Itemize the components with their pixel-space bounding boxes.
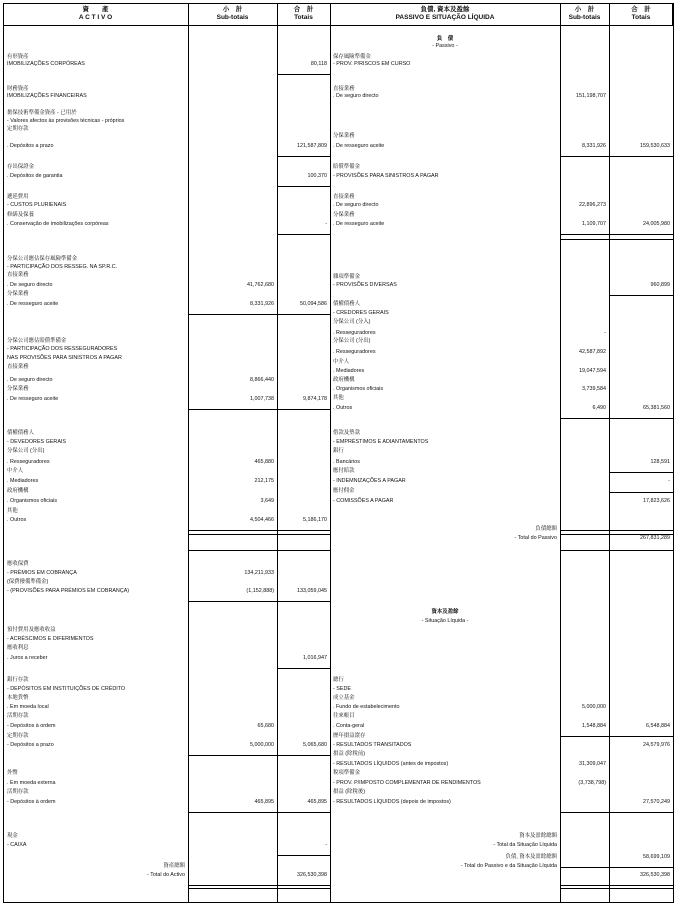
label-cell: 活期存款 <box>7 713 29 719</box>
balance-sheet-table <box>3 3 674 905</box>
label-cell: 分保業務 <box>7 291 29 297</box>
label-cell: 外幣 <box>7 770 18 776</box>
amount-cell: 65,680 <box>257 723 274 729</box>
header-liabilities-zh: 負債, 資本及盈餘 <box>420 6 470 13</box>
amount-cell: 1,007,738 <box>250 396 274 402</box>
label-cell: 定期存款 <box>7 126 29 132</box>
label-cell: 預付費用及應收收益 <box>7 627 56 633</box>
amount-cell: 9,874,178 <box>303 396 327 402</box>
amount-cell: 159,530,633 <box>640 143 670 149</box>
label-cell: - DEVEDORES GERAIS <box>7 439 67 445</box>
header-assets-zh: 資 產 <box>82 6 109 13</box>
label-cell: 保存風險準備金 <box>333 54 371 60</box>
label-cell: 稅項準備金 <box>333 770 360 776</box>
label-cell: 債權債務人 <box>333 301 360 307</box>
label-cell: 其他 <box>333 395 344 401</box>
rule <box>188 550 330 551</box>
label-cell: IMOBILIZAÇÕES FINANCEIRAS <box>7 93 87 99</box>
label-cell: . Outros <box>333 405 353 411</box>
label-cell: - Depósitos a prazo <box>7 742 54 748</box>
label-cell: - RESULTADOS LÍQUIDOS (antes de impostos) <box>333 761 449 767</box>
label-cell: 負債總額 <box>535 526 557 532</box>
label-cell: (保費撥備準備金) <box>7 579 49 585</box>
label-cell: . De resseguro aceite <box>7 396 59 402</box>
label-cell: 直接業務 <box>333 86 355 92</box>
label-cell: 負 債 <box>436 36 454 42</box>
label-cell: . Outros <box>7 517 27 523</box>
amount-cell: 151,198,707 <box>576 93 606 99</box>
rule <box>188 534 330 535</box>
label-cell: . Em moeda local <box>7 704 49 710</box>
label-cell: . Resseguradores <box>333 349 376 355</box>
label-cell: - (PROVISÕES PARA PRÉMIOS EM COBRANÇA) <box>7 588 130 594</box>
label-cell: 損益 (除稅後) <box>333 789 366 795</box>
amount-cell: 5,000,000 <box>582 704 606 710</box>
label-cell: . Fundo de estabelecimento <box>333 704 400 710</box>
header-totals-zh: 合 計 <box>293 6 314 13</box>
amount-cell: 326,530,398 <box>297 872 327 878</box>
label-cell: - Depósitos à ordem <box>7 723 56 729</box>
amount-cell: 6,548,884 <box>646 723 670 729</box>
label-cell: - Total da Situação Líquida <box>493 842 557 848</box>
amount-cell: 134,211,933 <box>244 570 274 576</box>
amount-cell: 121,587,809 <box>297 143 327 149</box>
label-cell: 應付賠款 <box>333 468 355 474</box>
amount-cell: 17,823,626 <box>643 498 670 504</box>
label-cell: 應收保費 <box>7 561 29 567</box>
amount-cell: 58,699,109 <box>643 854 670 860</box>
amount-cell: 1,548,884 <box>582 723 606 729</box>
amount-cell: 5,000,000 <box>250 742 274 748</box>
label-cell: 直接業務 <box>7 272 29 278</box>
amount-cell: 326,530,398 <box>640 872 670 878</box>
header-liabilities-pt: PASSIVO E SITUAÇÃO LÍQUIDA <box>395 14 495 21</box>
amount-cell: 465,895 <box>254 799 274 805</box>
label-cell: 活期存款 <box>7 789 29 795</box>
amount-cell: 3,739,584 <box>582 386 606 392</box>
rule <box>277 855 330 856</box>
label-cell: 遞延費用 <box>7 194 29 200</box>
header-subtotals-right-zh: 小 計 <box>574 6 595 13</box>
label-cell: . Mediadores <box>7 478 39 484</box>
rule <box>609 472 673 473</box>
label-cell: 歷年損益滾存 <box>333 733 366 739</box>
amount-cell: 133,059,045 <box>297 588 327 594</box>
rule <box>188 885 330 886</box>
label-cell: 資本及盈餘 <box>431 609 459 615</box>
amount-cell: 42,587,892 <box>579 349 606 355</box>
rule <box>560 736 673 737</box>
header-subtotals-zh: 小 計 <box>222 6 243 13</box>
label-cell: - Total do Passivo <box>514 535 557 541</box>
amount-cell: - <box>325 842 327 848</box>
column-divider <box>277 3 278 902</box>
rule <box>560 867 673 868</box>
amount-cell: (3,738,798) <box>578 780 606 786</box>
rule <box>188 530 330 531</box>
label-cell: . De resseguro aceite <box>7 301 59 307</box>
rule <box>188 888 330 889</box>
amount-cell: 24,005,980 <box>643 221 670 227</box>
amount-cell: 24,579,976 <box>643 742 670 748</box>
label-cell: - PARTICIPAÇÃO DOS RESSEGURADORES <box>7 346 118 352</box>
rule <box>188 755 330 756</box>
label-cell: 應收利息 <box>7 645 29 651</box>
label-cell: - Depósitos à ordem <box>7 799 56 805</box>
label-cell: - Total do Passivo e da Situação Líquida <box>460 863 557 869</box>
amount-cell: 4,504,466 <box>250 517 274 523</box>
label-cell: 賠償準備金 <box>333 164 360 170</box>
label-cell: - PARTICIPAÇÃO DOS RESSEG. NA SP.R.C. <box>7 264 118 270</box>
label-cell: . De resseguro aceite <box>333 143 385 149</box>
amount-cell: 8,331,926 <box>582 143 606 149</box>
label-cell: - PRÉMIOS EM COBRANÇA <box>7 570 77 576</box>
amount-cell: 5,186,170 <box>303 517 327 523</box>
amount-cell: 128,591 <box>650 459 670 465</box>
header-subtotals-pt: Sub-totais <box>216 14 249 21</box>
amount-cell: 1,016,947 <box>303 655 327 661</box>
label-cell: 資產總額 <box>163 863 185 869</box>
label-cell: 成立基金 <box>333 695 355 701</box>
rule <box>277 74 330 75</box>
label-cell: - CAIXA <box>7 842 27 848</box>
amount-cell: 27,570,249 <box>643 799 670 805</box>
label-cell: 損益 (除稅前) <box>333 751 366 757</box>
rule <box>188 601 330 602</box>
label-cell: - PROV. P/IMPOSTO COMPLEMENTAR DE RENDIMENTOS <box>333 780 481 786</box>
amount-cell: 465,895 <box>307 799 327 805</box>
amount-cell: 5,065,680 <box>303 742 327 748</box>
rule <box>560 239 673 240</box>
label-cell: 債權債務人 <box>7 430 34 436</box>
amount-cell: - <box>604 330 606 336</box>
rule <box>560 550 673 551</box>
amount-cell: 50,094,586 <box>300 301 327 307</box>
rule <box>560 156 673 157</box>
label-cell: 分保公司應佔賠償準備金 <box>7 338 67 344</box>
rule <box>609 295 673 296</box>
amount-cell: - <box>325 221 327 227</box>
label-cell: . Depósitos a prazo <box>7 143 54 149</box>
amount-cell: 212,175 <box>254 478 274 484</box>
rule <box>560 812 673 813</box>
label-cell: - Passivo - <box>432 43 458 49</box>
label-cell: - PROVISÕES PARA SINISTROS A PAGAR <box>333 173 439 179</box>
amount-cell: 1,109,707 <box>582 221 606 227</box>
label-cell: 分保公司 (分入) <box>333 319 371 325</box>
label-cell: 中介人 <box>333 359 350 365</box>
header-subtotals-right-pt: Sub-totais <box>568 14 601 21</box>
amount-cell: 8,866,440 <box>250 377 274 383</box>
label-cell: 分保業務 <box>333 133 355 139</box>
rule <box>560 530 673 531</box>
label-cell: 財務資產 <box>7 86 29 92</box>
label-cell: 雜項準備金 <box>333 274 360 280</box>
header-assets-pt: A C T I V O <box>78 14 113 21</box>
label-cell: - INDEMNIZAÇÕES A PAGAR <box>333 478 406 484</box>
label-cell: 現金 <box>7 833 18 839</box>
label-cell: 擔保技術準備金資產 - 已用於 <box>7 110 77 116</box>
label-cell: 銀行存款 <box>7 677 29 683</box>
rule <box>188 409 330 410</box>
amount-cell: 31,309,047 <box>579 761 606 767</box>
rule <box>560 885 673 886</box>
rule <box>609 492 673 493</box>
label-cell: - PROVISÕES DIVERSAS <box>333 282 397 288</box>
rule <box>277 186 330 187</box>
header-totals-pt: Totais <box>294 14 313 21</box>
label-cell: 應付佣金 <box>333 488 355 494</box>
amount-cell: 6,490 <box>592 405 606 411</box>
header-totals-right-pt: Totais <box>631 14 651 21</box>
label-cell: 本地貨幣 <box>7 695 29 701</box>
label-cell: 分保業務 <box>7 386 29 392</box>
label-cell: - Valores afectos às provisões técnicas - próprios <box>7 118 125 124</box>
label-cell: . De seguro directo <box>7 282 53 288</box>
amount-cell: - <box>668 478 670 484</box>
rule <box>560 888 673 889</box>
label-cell: 存出保證金 <box>7 164 34 170</box>
label-cell: - SEDE <box>333 686 351 692</box>
amount-cell: 267,831,289 <box>640 535 670 541</box>
label-cell: . Depósitos de garantia <box>7 173 63 179</box>
label-cell: . De resseguro aceite <box>333 221 385 227</box>
label-cell: 總行 <box>333 677 344 683</box>
rule <box>277 156 330 157</box>
label-cell: 定期存款 <box>7 733 29 739</box>
amount-cell: 22,896,273 <box>579 202 606 208</box>
label-cell: 政府機構 <box>333 377 355 383</box>
rule <box>560 418 673 419</box>
label-cell: 中介人 <box>7 468 24 474</box>
label-cell: 直接業務 <box>7 364 29 370</box>
label-cell: - CREDORES GERAIS <box>333 310 389 316</box>
label-cell: 分保公司應佔保存風險準備金 <box>7 256 78 262</box>
column-divider <box>188 3 189 902</box>
label-cell: - Situação Líquida - <box>421 618 469 624</box>
amount-cell: 465,880 <box>254 459 274 465</box>
label-cell: 修繕及保養 <box>7 212 34 218</box>
label-cell: 其他 <box>7 508 18 514</box>
column-divider <box>560 3 561 902</box>
label-cell: 銀行 <box>333 448 344 454</box>
label-cell: . Conservação de imobilizações corpóreas <box>7 221 109 227</box>
rule <box>188 812 330 813</box>
label-cell: 有形資產 <box>7 54 29 60</box>
header-totals-right-zh: 合 計 <box>631 6 651 13</box>
column-divider <box>330 3 331 902</box>
label-cell: - PROV. P/RISCOS EM CURSO <box>333 61 411 67</box>
label-cell: - CUSTOS PLURIENAIS <box>7 202 67 208</box>
label-cell: . Resseguradores <box>7 459 50 465</box>
amount-cell: 65,381,560 <box>643 405 670 411</box>
label-cell: - Total do Activo <box>147 872 185 878</box>
label-cell: - ACRÉSCIMOS E DIFERIMENTOS <box>7 636 94 642</box>
amount-cell: 100,370 <box>307 173 327 179</box>
label-cell: NAS PROVISÕES PARA SINISTROS A PAGAR <box>7 355 122 361</box>
amount-cell: 80,118 <box>310 61 327 67</box>
rule <box>277 234 330 235</box>
label-cell: 資本及盈餘總額 <box>519 833 557 839</box>
label-cell: - RESULTADOS LÍQUIDOS (depois de impostos) <box>333 799 451 805</box>
amount-cell: 3,649 <box>260 498 274 504</box>
label-cell: . De seguro directo <box>7 377 53 383</box>
amount-cell: (1,152,888) <box>246 588 274 594</box>
label-cell: - DEPÓSITOS EM INSTITUIÇÕES DE CRÉDITO <box>7 686 126 692</box>
rule <box>560 234 673 235</box>
label-cell: . Organismos oficiais <box>7 498 58 504</box>
label-cell: . Organismos oficiais <box>333 386 384 392</box>
column-divider <box>609 3 610 902</box>
label-cell: . Resseguradores <box>333 330 376 336</box>
label-cell: . Conta-geral <box>333 723 365 729</box>
amount-cell: 960,899 <box>650 282 670 288</box>
label-cell: 直接業務 <box>333 194 355 200</box>
amount-cell: 19,047,594 <box>579 368 606 374</box>
label-cell: - RESULTADOS TRANSITADOS <box>333 742 412 748</box>
label-cell: - COMISSÕES A PAGAR <box>333 498 394 504</box>
rule <box>277 668 330 669</box>
label-cell: 往來帳目 <box>333 713 355 719</box>
rule <box>188 314 330 315</box>
label-cell: . Juros a receber <box>7 655 48 661</box>
label-cell: IMOBILIZAÇÕES CORPÓREAS <box>7 61 85 67</box>
label-cell: 政府機構 <box>7 488 29 494</box>
label-cell: 分保業務 <box>333 212 355 218</box>
amount-cell: 41,762,680 <box>247 282 274 288</box>
label-cell: 分保公司 (分出) <box>7 448 45 454</box>
label-cell: . Mediadores <box>333 368 365 374</box>
label-cell: . De seguro directo <box>333 93 379 99</box>
label-cell: 借款及墊款 <box>333 430 360 436</box>
amount-cell: 8,331,926 <box>250 301 274 307</box>
label-cell: . Em moeda externa <box>7 780 56 786</box>
label-cell: 負債, 資本及盈餘總額 <box>505 854 557 860</box>
label-cell: . Bancários <box>333 459 360 465</box>
label-cell: - EMPRÉSTIMOS E ADIANTAMENTOS <box>333 439 429 445</box>
label-cell: 分保公司 (分出) <box>333 338 371 344</box>
label-cell: . De seguro directo <box>333 202 379 208</box>
